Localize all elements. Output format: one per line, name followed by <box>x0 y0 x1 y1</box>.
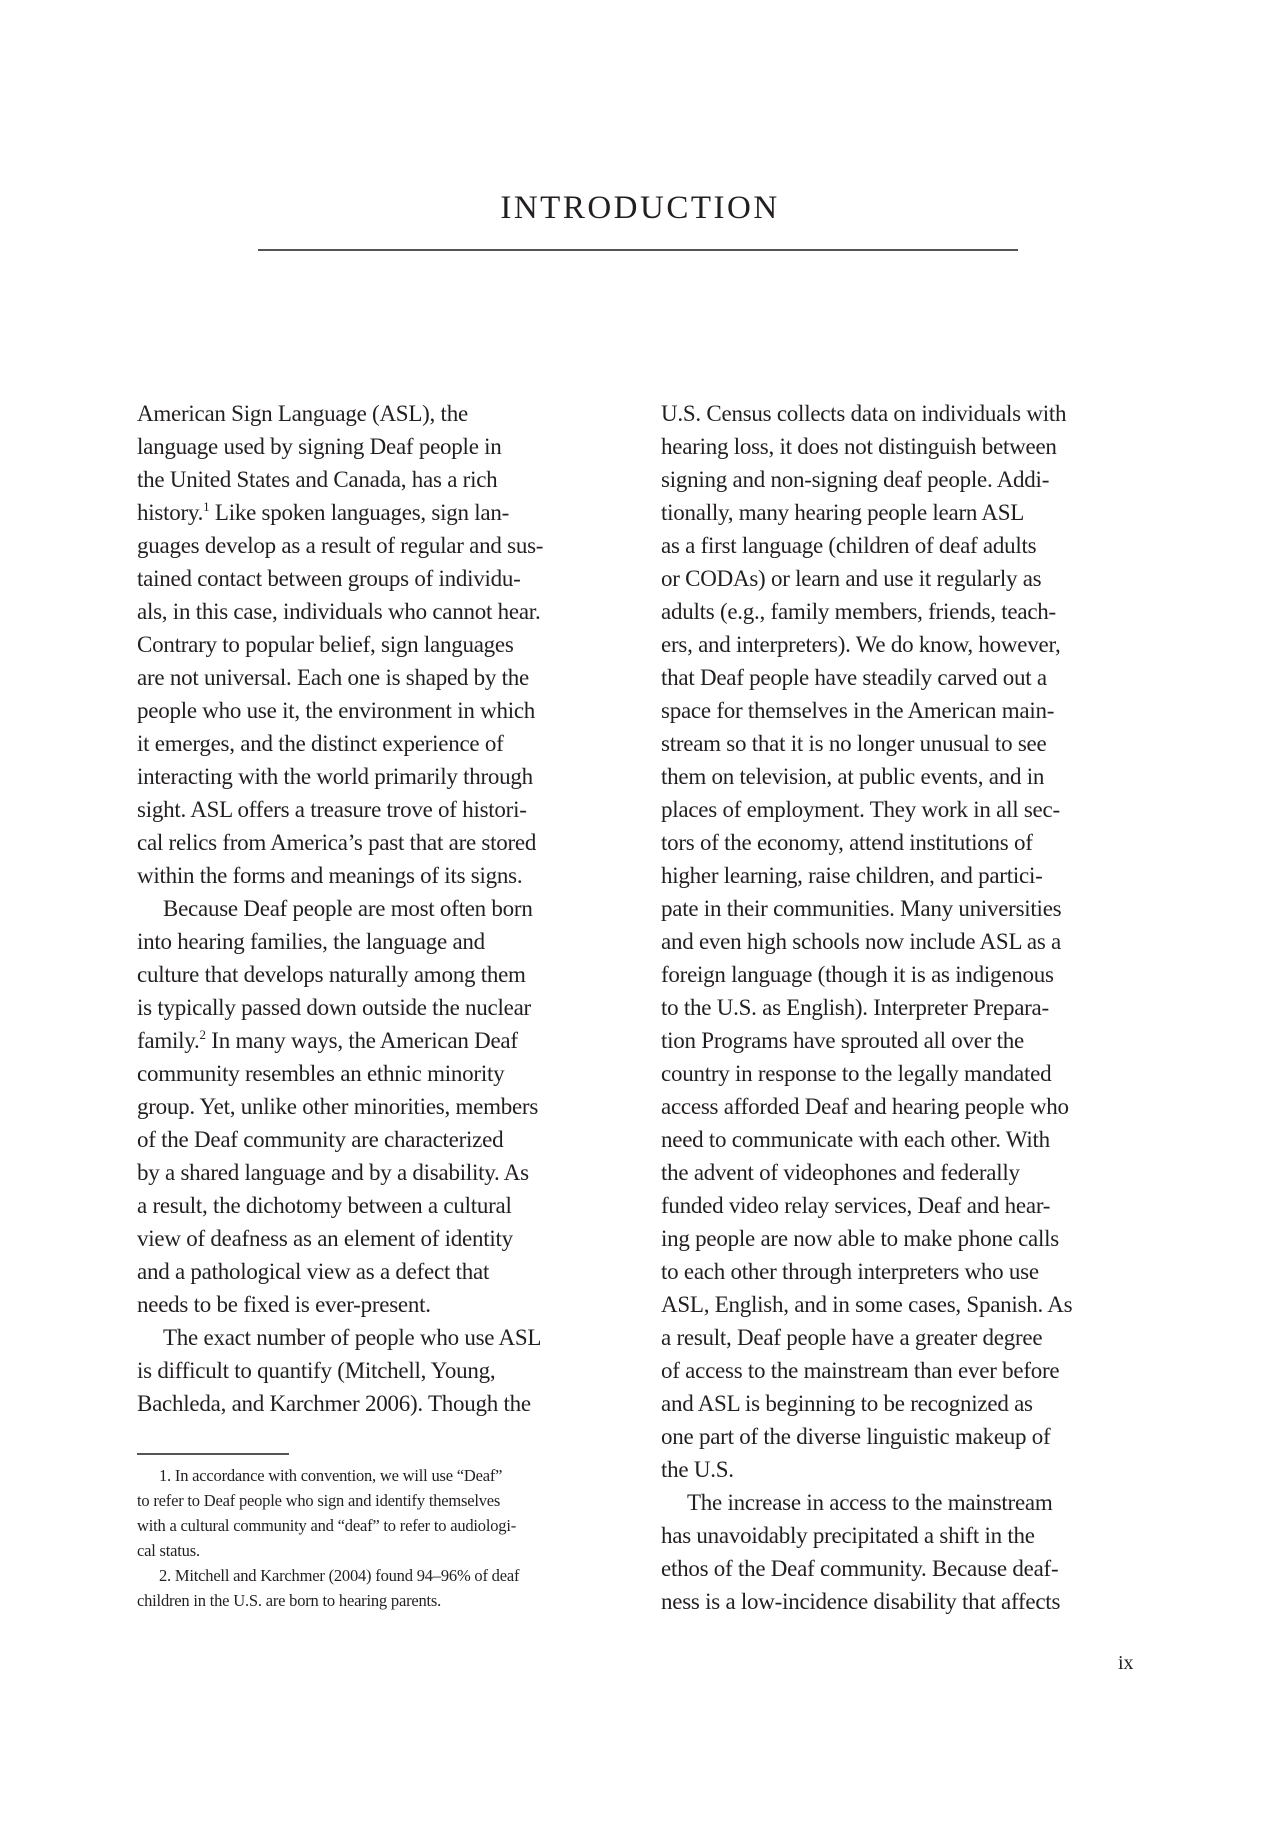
text-line <box>661 760 1141 793</box>
page-number: ix <box>1118 1652 1134 1674</box>
line-text: ers, and interpreters). We do know, however, <box>661 632 1061 657</box>
text-line <box>661 1387 1141 1420</box>
line-text: with a cultural community and “deaf” to refer to audiologi- <box>137 1516 517 1535</box>
text-line <box>661 793 1141 826</box>
text-line <box>137 694 617 727</box>
line-text: sight. ASL offers a treasure trove of histori- <box>137 797 527 822</box>
line-text: language used by signing Deaf people in <box>137 434 502 459</box>
text-line <box>661 925 1141 958</box>
line-text: interacting with the world primarily through <box>137 764 533 789</box>
left-column <box>137 397 617 1420</box>
text-line <box>661 1486 1141 1519</box>
text-line <box>137 562 617 595</box>
title-rule <box>258 249 1018 251</box>
line-text: guages develop as a result of regular and sus- <box>137 533 544 558</box>
text-line <box>137 1090 617 1123</box>
text-line <box>137 496 617 529</box>
text-line <box>137 628 617 661</box>
line-text: history. <box>137 500 204 525</box>
line-text: of the Deaf community are characterized <box>137 1127 504 1152</box>
line-text: 2. Mitchell and Karchmer (2004) found 94–96% of deaf <box>159 1566 520 1585</box>
text-line <box>661 991 1141 1024</box>
text-line <box>661 1123 1141 1156</box>
footnote-reference[interactable]: 1 <box>203 499 210 514</box>
text-line <box>137 1255 617 1288</box>
text-line <box>661 1222 1141 1255</box>
text-line <box>137 925 617 958</box>
line-text: adults (e.g., family members, friends, teach- <box>661 599 1056 624</box>
text-line <box>137 1024 617 1057</box>
text-line <box>661 628 1141 661</box>
line-text: into hearing families, the language and <box>137 929 485 954</box>
line-text: Because Deaf people are most often born <box>163 896 533 921</box>
text-line <box>661 496 1141 529</box>
line-text: of access to the mainstream than ever before <box>661 1358 1060 1383</box>
text-line <box>137 1189 617 1222</box>
text-line <box>661 1156 1141 1189</box>
line-text: American Sign Language (ASL), the <box>137 401 468 426</box>
line-text: pate in their communities. Many universities <box>661 896 1062 921</box>
text-line <box>137 1288 617 1321</box>
footnote-rule <box>137 1453 289 1455</box>
text-line <box>137 1321 617 1354</box>
text-line <box>661 1453 1141 1486</box>
line-text: ethos of the Deaf community. Because deaf- <box>661 1556 1059 1581</box>
line-text: signing and non-signing deaf people. Addi- <box>661 467 1050 492</box>
text-line <box>137 1156 617 1189</box>
text-line <box>661 1255 1141 1288</box>
text-line <box>137 1123 617 1156</box>
line-text: by a shared language and by a disability. As <box>137 1160 529 1185</box>
text-line <box>661 1552 1141 1585</box>
line-text: In many ways, the American Deaf <box>205 1028 518 1053</box>
line-text: as a first language (children of deaf adults <box>661 533 1037 558</box>
footnote-reference[interactable]: 2 <box>199 1027 206 1042</box>
line-text: people who use it, the environment in which <box>137 698 536 723</box>
line-text: Like spoken languages, sign lan- <box>209 500 510 525</box>
line-text: community resembles an ethnic minority <box>137 1061 505 1086</box>
line-text: The exact number of people who use ASL <box>163 1325 542 1350</box>
text-line <box>661 595 1141 628</box>
text-line <box>661 397 1141 430</box>
line-text: has unavoidably precipitated a shift in the <box>661 1523 1035 1548</box>
line-text: The increase in access to the mainstream <box>687 1490 1053 1515</box>
text-line <box>661 430 1141 463</box>
text-line <box>661 1321 1141 1354</box>
text-line <box>137 760 617 793</box>
line-text: it emerges, and the distinct experience of <box>137 731 504 756</box>
text-line <box>661 859 1141 892</box>
right-column <box>661 397 1141 1618</box>
line-text: and a pathological view as a defect that <box>137 1259 490 1284</box>
line-text: stream so that it is no longer unusual to see <box>661 731 1047 756</box>
line-text: cal status. <box>137 1541 200 1560</box>
text-line <box>661 727 1141 760</box>
text-line <box>137 991 617 1024</box>
line-text: to refer to Deaf people who sign and identify themselves <box>137 1491 501 1510</box>
line-text: Contrary to popular belief, sign languages <box>137 632 514 657</box>
line-text: the U.S. <box>661 1457 734 1482</box>
text-line <box>661 1189 1141 1222</box>
text-line <box>661 1585 1141 1618</box>
text-line <box>137 826 617 859</box>
line-text: foreign language (though it is as indigenous <box>661 962 1054 987</box>
footnotes <box>137 1463 627 1613</box>
line-text: ASL, English, and in some cases, Spanish. As <box>661 1292 1073 1317</box>
text-line <box>137 1222 617 1255</box>
line-text: tained contact between groups of individu- <box>137 566 521 591</box>
text-line <box>661 661 1141 694</box>
text-line <box>137 859 617 892</box>
text-line <box>137 1387 617 1420</box>
footnote-line <box>137 1488 627 1513</box>
line-text: view of deafness as an element of identity <box>137 1226 513 1251</box>
line-text: to the U.S. as English). Interpreter Prepara- <box>661 995 1049 1020</box>
line-text: and ASL is beginning to be recognized as <box>661 1391 1033 1416</box>
text-line <box>661 1519 1141 1552</box>
text-line <box>137 958 617 991</box>
line-text: them on television, at public events, and in <box>661 764 1045 789</box>
line-text: hearing loss, it does not distinguish between <box>661 434 1057 459</box>
line-text: U.S. Census collects data on individuals with <box>661 401 1067 426</box>
text-line <box>661 562 1141 595</box>
text-line <box>661 529 1141 562</box>
text-line <box>137 397 617 430</box>
line-text: one part of the diverse linguistic makeup of <box>661 1424 1051 1449</box>
line-text: are not universal. Each one is shaped by the <box>137 665 530 690</box>
line-text: within the forms and meanings of its signs. <box>137 863 523 888</box>
line-text: ing people are now able to make phone calls <box>661 1226 1059 1251</box>
text-line <box>661 892 1141 925</box>
text-line <box>661 694 1141 727</box>
line-text: that Deaf people have steadily carved out a <box>661 665 1047 690</box>
text-line <box>661 1288 1141 1321</box>
line-text: and even high schools now include ASL as a <box>661 929 1062 954</box>
line-text: the United States and Canada, has a rich <box>137 467 498 492</box>
text-line <box>137 1354 617 1387</box>
footnote-line <box>137 1563 627 1588</box>
footnote-line <box>137 1588 627 1613</box>
line-text: ness is a low-incidence disability that affects <box>661 1589 1061 1614</box>
text-line <box>661 1057 1141 1090</box>
line-text: Bachleda, and Karchmer 2006). Though the <box>137 1391 531 1416</box>
text-line <box>137 529 617 562</box>
line-text: group. Yet, unlike other minorities, members <box>137 1094 539 1119</box>
text-line <box>137 430 617 463</box>
line-text: a result, Deaf people have a greater degree <box>661 1325 1043 1350</box>
line-text: need to communicate with each other. With <box>661 1127 1050 1152</box>
text-line <box>137 661 617 694</box>
text-line <box>137 727 617 760</box>
chapter-title: INTRODUCTION <box>500 190 780 226</box>
line-text: higher learning, raise children, and partici- <box>661 863 1043 888</box>
line-text: cal relics from America’s past that are stored <box>137 830 537 855</box>
text-line <box>661 958 1141 991</box>
line-text: tionally, many hearing people learn ASL <box>661 500 1025 525</box>
line-text: is typically passed down outside the nuclear <box>137 995 531 1020</box>
footnote-line <box>137 1538 627 1563</box>
text-line <box>661 826 1141 859</box>
text-line <box>137 1057 617 1090</box>
line-text: als, in this case, individuals who cannot hear. <box>137 599 541 624</box>
line-text: a result, the dichotomy between a cultural <box>137 1193 512 1218</box>
line-text: or CODAs) or learn and use it regularly as <box>661 566 1042 591</box>
line-text: 1. In accordance with convention, we will use “Deaf” <box>159 1466 503 1485</box>
line-text: funded video relay services, Deaf and hear- <box>661 1193 1051 1218</box>
line-text: needs to be fixed is ever-present. <box>137 1292 431 1317</box>
text-line <box>137 595 617 628</box>
text-line <box>661 1024 1141 1057</box>
line-text: tors of the economy, attend institutions of <box>661 830 1033 855</box>
footnote-line <box>137 1513 627 1538</box>
text-line <box>661 1354 1141 1387</box>
text-line <box>661 1420 1141 1453</box>
line-text: space for themselves in the American main- <box>661 698 1055 723</box>
line-text: culture that develops naturally among them <box>137 962 526 987</box>
line-text: family. <box>137 1028 200 1053</box>
line-text: country in response to the legally mandated <box>661 1061 1052 1086</box>
text-line <box>137 892 617 925</box>
line-text: places of employment. They work in all sec- <box>661 797 1060 822</box>
footnote-line <box>137 1463 627 1488</box>
text-line <box>661 463 1141 496</box>
text-line <box>661 1090 1141 1123</box>
line-text: to each other through interpreters who use <box>661 1259 1039 1284</box>
line-text: the advent of videophones and federally <box>661 1160 1020 1185</box>
line-text: children in the U.S. are born to hearing parents. <box>137 1591 442 1610</box>
text-line <box>137 793 617 826</box>
text-line <box>137 463 617 496</box>
line-text: access afforded Deaf and hearing people who <box>661 1094 1069 1119</box>
line-text: is difficult to quantify (Mitchell, Young, <box>137 1358 496 1383</box>
line-text: tion Programs have sprouted all over the <box>661 1028 1025 1053</box>
